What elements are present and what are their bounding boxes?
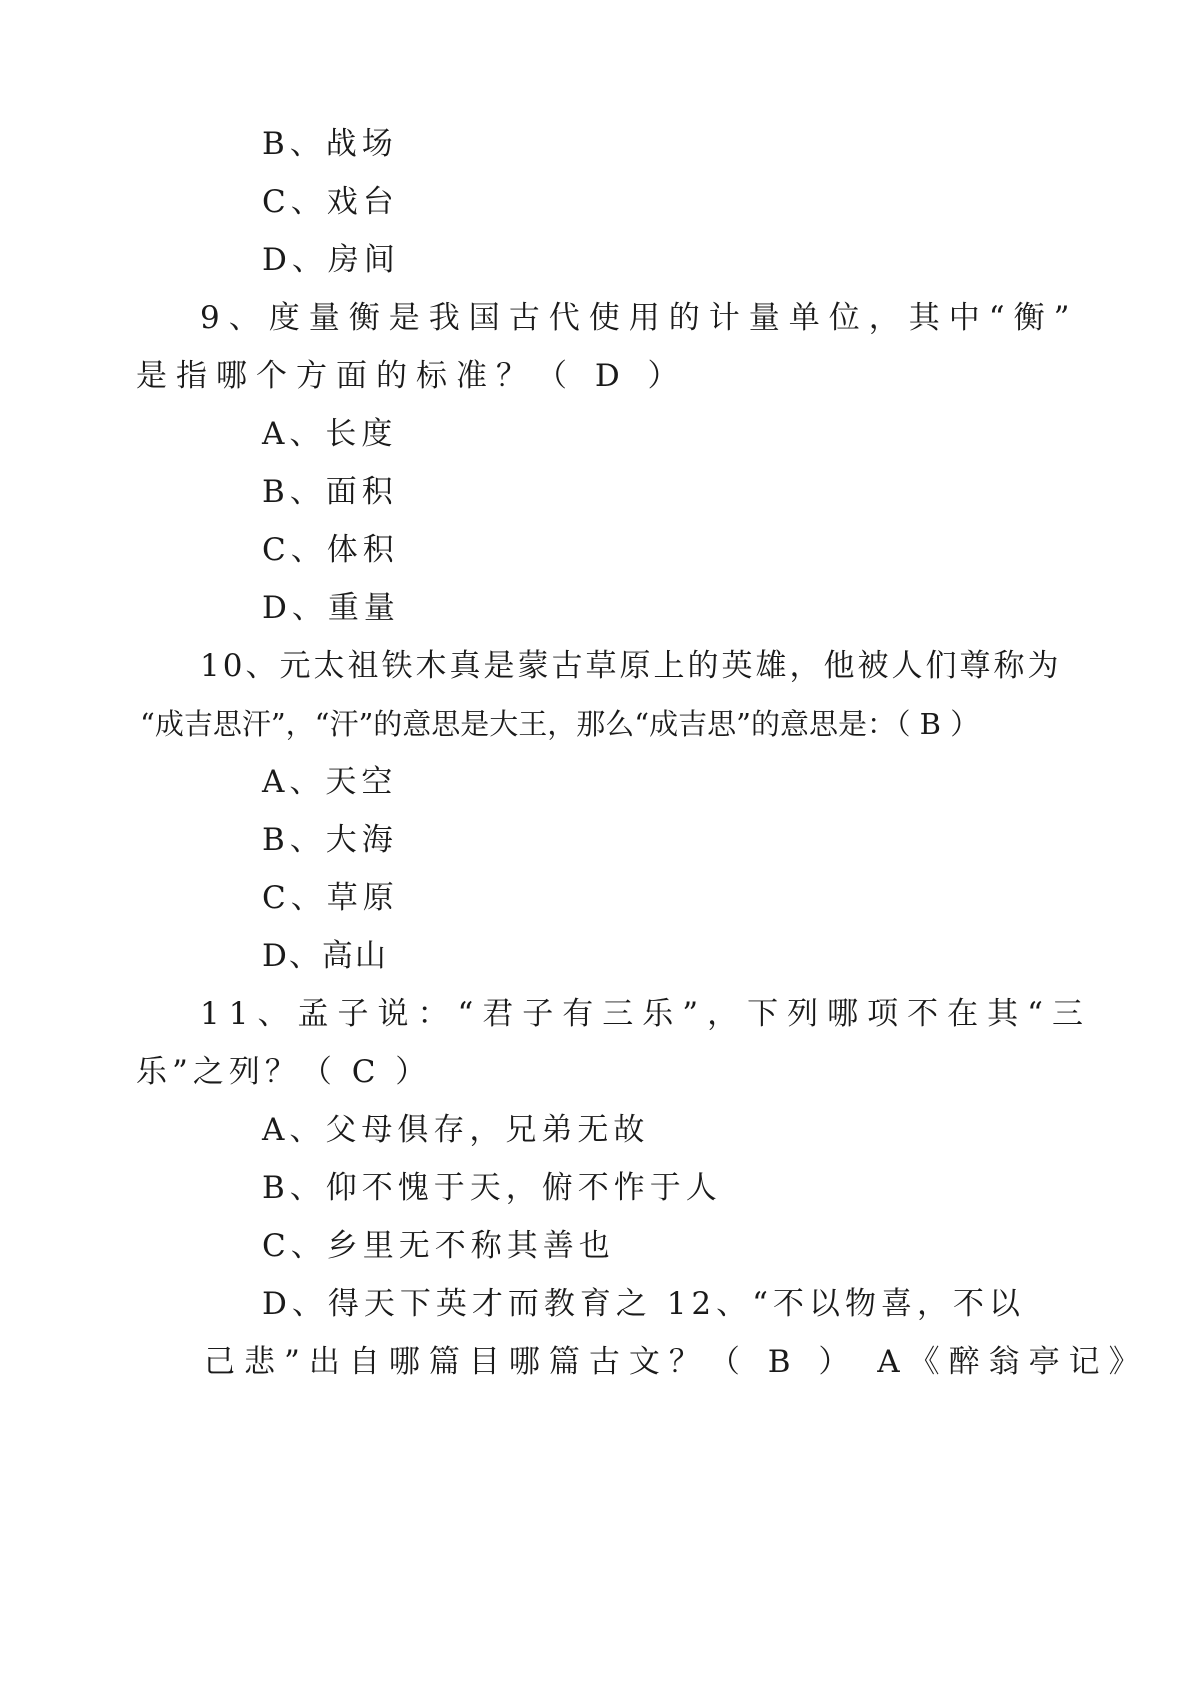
q9-option-b: B、面积 <box>262 474 398 510</box>
q10-option-c: C、草原 <box>262 880 399 916</box>
q9-stem-line2: 是指哪个方面的标准？（ D ） <box>136 358 688 394</box>
q10-stem-line2: “成吉思汗”，“汗”的意思是大王，那么“成吉思”的意思是：（ B ） <box>140 707 980 741</box>
q8-option-c: C、戏台 <box>262 184 399 220</box>
q11-option-a: A、父母俱存，兄弟无故 <box>262 1112 650 1148</box>
q9-option-a: A、长度 <box>262 416 398 452</box>
q8-option-b: B、战场 <box>262 126 398 162</box>
q11-option-d-and-q12-stem: D、得天下英才而教育之 12、“不以物喜，不以 <box>262 1286 1026 1322</box>
q9-stem-line1: 9、度量衡是我国古代使用的计量单位，其中“衡” <box>200 300 1079 336</box>
q11-stem-line1: 11、孟子说：“君子有三乐”，下列哪项不在其“三 <box>200 996 1092 1032</box>
q9-option-d: D、重量 <box>262 590 400 626</box>
q11-stem-line2: 乐”之列？（ C ） <box>136 1054 432 1090</box>
q12-stem-line2: 己悲”出自哪篇目哪篇古文？（ B ） A《醉翁亭记》 <box>204 1344 1149 1380</box>
q10-option-a: A、天空 <box>262 764 398 800</box>
q10-stem-line1: 10、元太祖铁木真是蒙古草原上的英雄，他被人们尊称为 <box>200 648 1062 684</box>
q10-option-b: B、大海 <box>262 822 398 858</box>
q11-option-b: B、仰不愧于天，俯不怍于人 <box>262 1170 722 1206</box>
q10-option-d: D、高山 <box>262 938 388 974</box>
q8-option-d: D、房间 <box>262 242 400 278</box>
q11-option-c: C、乡里无不称其善也 <box>262 1228 615 1264</box>
q9-option-c: C、体积 <box>262 532 399 568</box>
